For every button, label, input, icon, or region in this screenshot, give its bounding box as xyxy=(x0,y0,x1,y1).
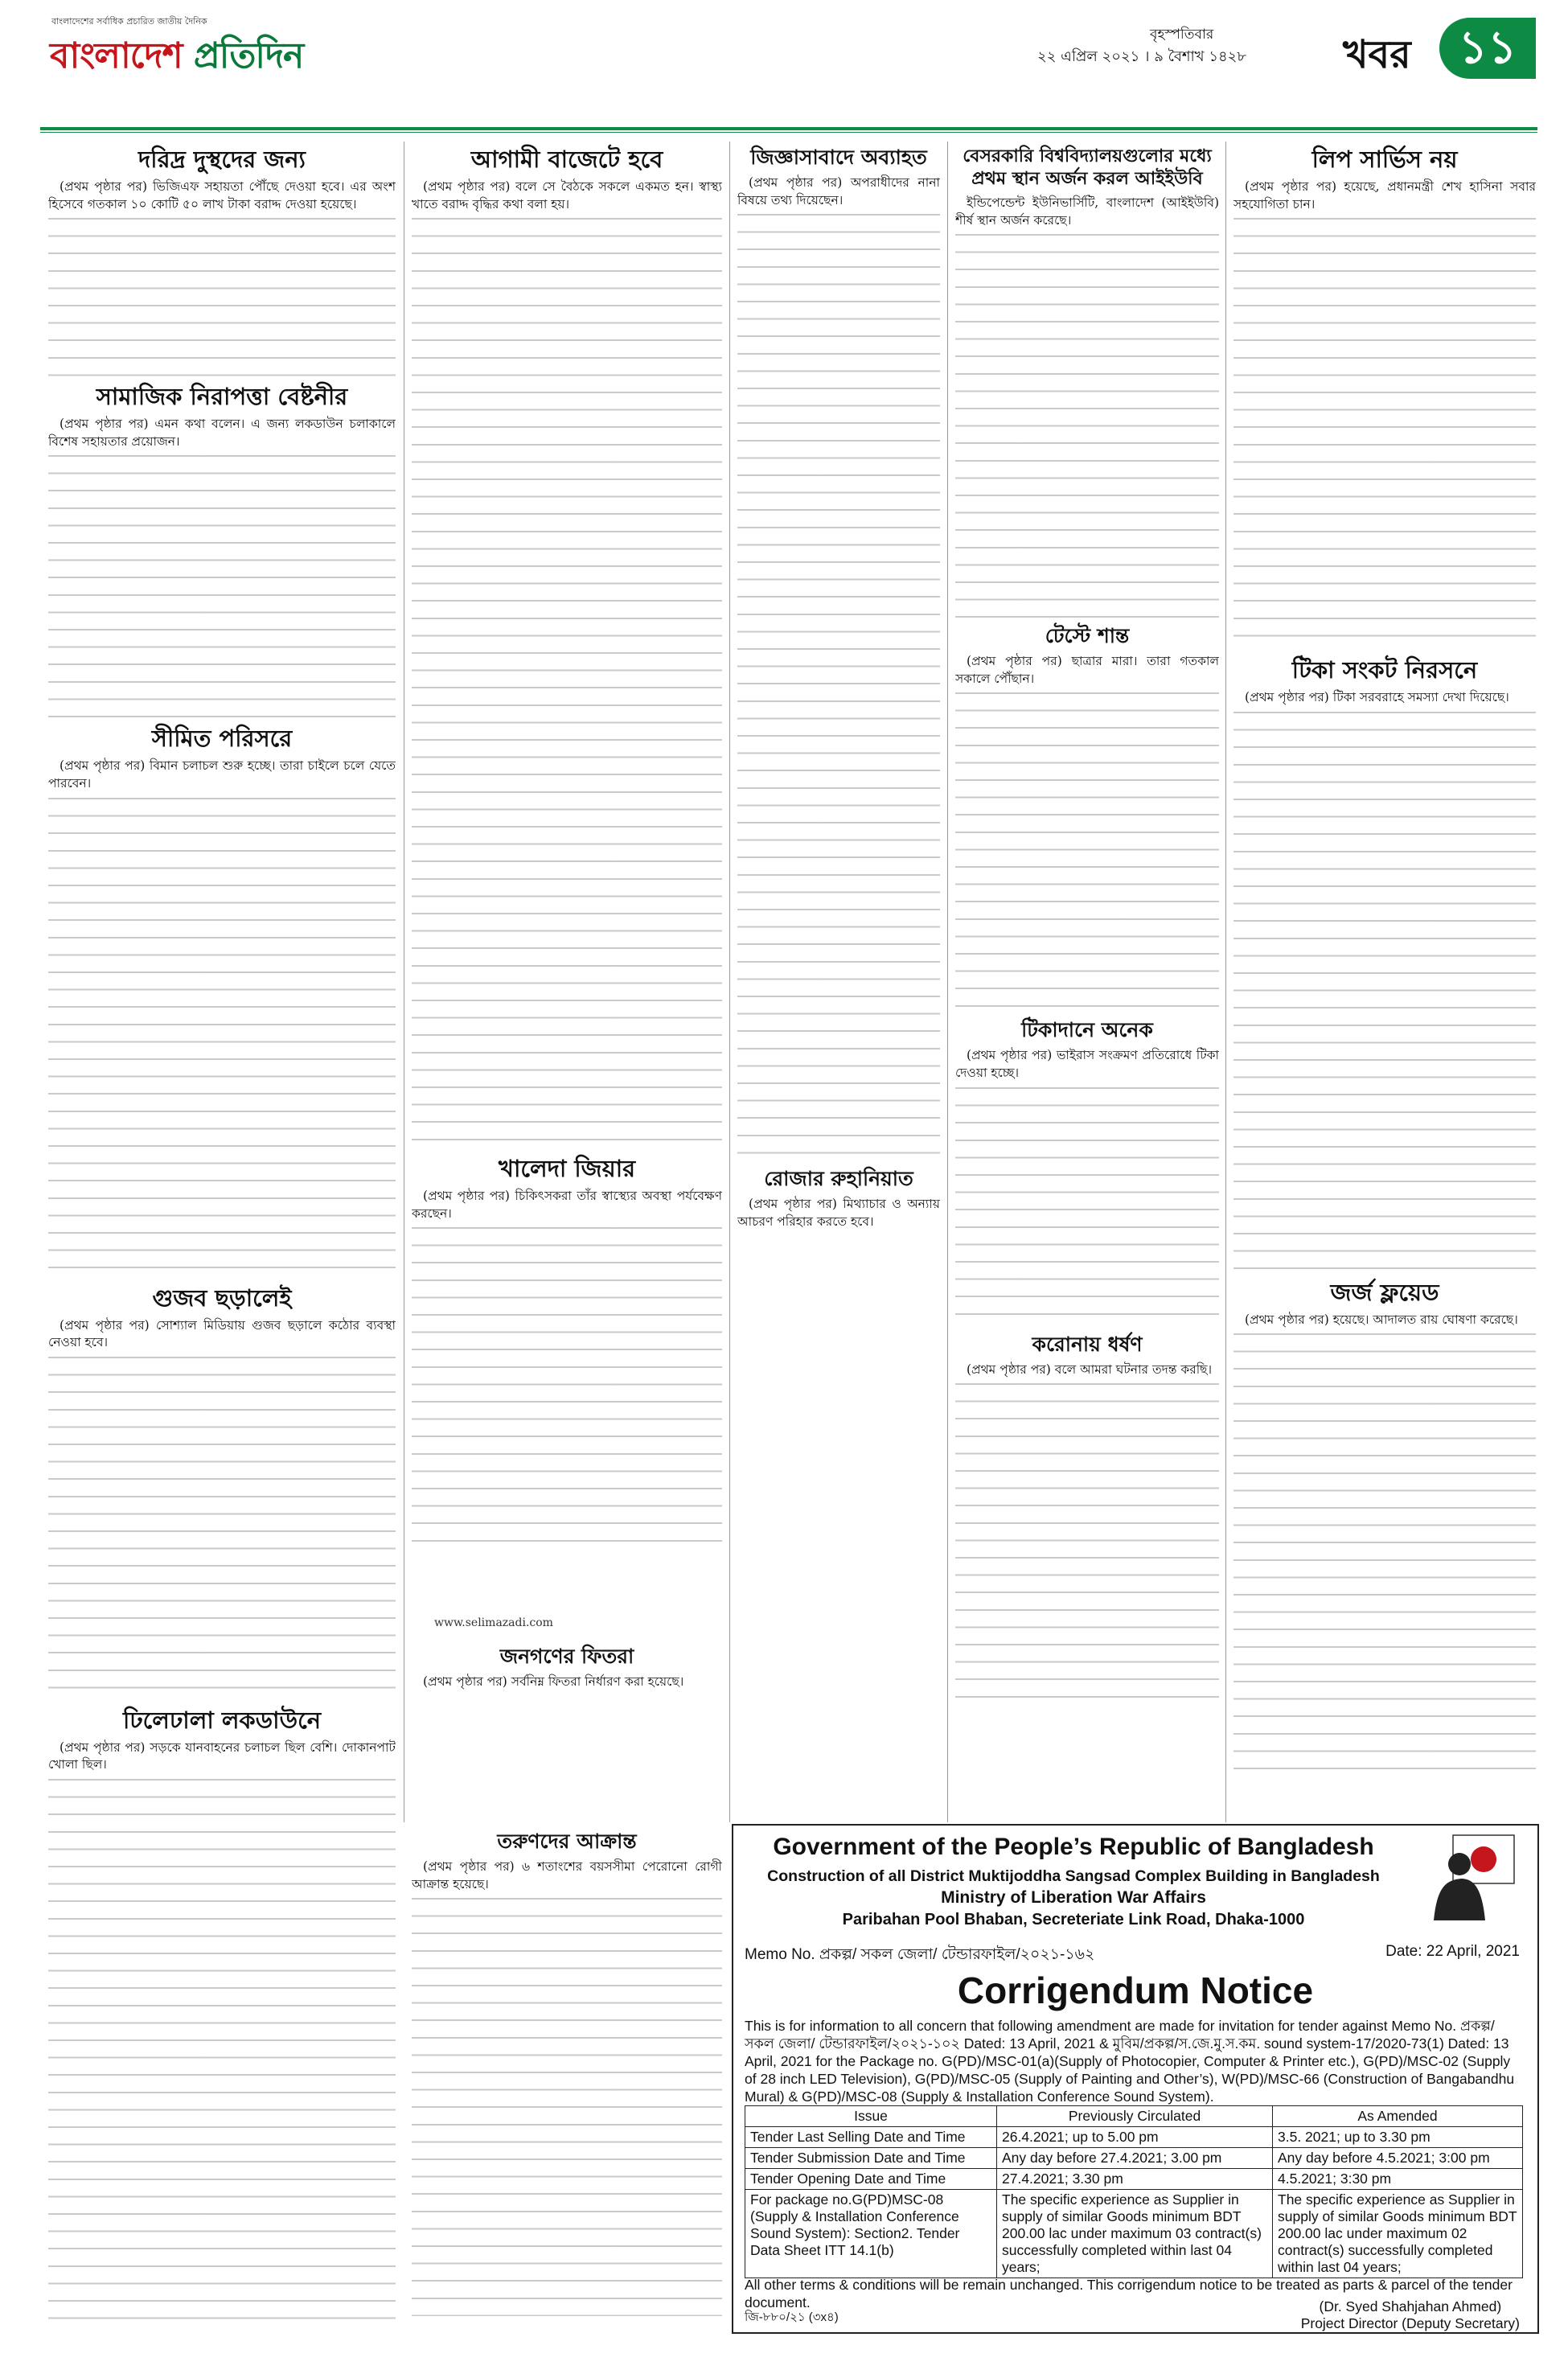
article-lead: (প্রথম পৃষ্ঠার পর) মিথ্যাচার ও অন্যায় আচরণ পরিহার করতে হবে। xyxy=(737,1197,940,1229)
page-number-badge: ১১ xyxy=(1439,18,1536,79)
column-4 xyxy=(955,142,1219,1798)
article-body-text xyxy=(412,218,722,1151)
article[interactable] xyxy=(955,145,1219,620)
article[interactable] xyxy=(48,145,396,379)
newspaper-logo[interactable] xyxy=(50,29,303,88)
column-3 xyxy=(737,142,940,1814)
article-headline[interactable]: রোজার রুহানিয়াত xyxy=(764,1167,913,1191)
article-lead: (প্রথম পৃষ্ঠার পর) ভিজিএফ সহায়তা পৌঁছে দেওয়া হবে। এর অংশ হিসেবে গতকাল ১০ কোটি ৫০ লাখ টাকা বরাদ্দ দেওয়া হয়েছে। xyxy=(48,179,396,212)
logo-tagline: বাংলাদেশের সর্বাধিক প্রচারিত জাতীয় দৈনিক xyxy=(51,16,207,27)
table-cell: Any day before 27.4.2021; 3.00 pm xyxy=(997,2148,1273,2169)
article-headline[interactable]: জর্জ ফ্লয়েড xyxy=(1330,1278,1439,1306)
article-lead: (প্রথম পৃষ্ঠার পর) এমন কথা বলেন। এ জন্য লকডাউন চলাকালে বিশেষ সহায়তার প্রয়োজন। xyxy=(48,417,396,449)
table-row xyxy=(745,2127,1523,2148)
article-youth[interactable] xyxy=(412,1826,722,2324)
website-credit[interactable]: www.selimazadi.com xyxy=(434,1616,553,1629)
article-body-text xyxy=(1233,218,1536,652)
article-body-text xyxy=(737,214,940,1163)
column-5 xyxy=(1233,142,1536,1798)
table-cell: Tender Submission Date and Time xyxy=(745,2148,997,2169)
article-body-text xyxy=(48,218,396,379)
table-cell: The specific experience as Supplier in supply of similar Goods minimum BDT 200.00 lac under maximum 02 contract(s) successfully completed within last 04 years; xyxy=(1273,2190,1523,2278)
article[interactable] xyxy=(48,1706,396,2329)
article-headline[interactable]: টেস্টে শান্ত xyxy=(1045,624,1130,648)
article[interactable] xyxy=(1233,145,1536,652)
ad-body: This is for information to all concern that following amendment are made for invitation for tender against Memo No. প্রকল্প/ সকল জেলা/ টেন্ডারফাইল/২০২১-১০২ Dated: 13 April, 2021 & মুবিম/প্রকল্প/স.জে.মু.স.কম. sound system-17/2020-73(1) Dated: 13 April, 2021 for the Package no. G(PD)/MSC-01(a)(Supply of Photocopier, Computer & Printer etc.), G(PD)/MSC-02 (Supply of 28 inch LED Television), G(PD)/MSC-05 (Supply of Painting and Other’s), W(PD)/MSC-66 (Construction of Bangabandhu Mural) & G(PD)/MSC-08 (Supply & Installation Conference Sound System). xyxy=(745,2018,1515,2105)
article-lead: (প্রথম পৃষ্ঠার পর) হয়েছে, প্রধানমন্ত্রী শেখ হাসিনা সবার সহযোগিতা চান। xyxy=(1233,179,1536,212)
ad-government: Government of the People’s Republic of Bangladesh xyxy=(773,1834,1374,1860)
table-header: Issue xyxy=(745,2106,997,2127)
article-body-text xyxy=(48,798,396,1280)
ad-signature xyxy=(1301,2298,1520,2332)
table-cell: 27.4.2021; 3.30 pm xyxy=(997,2169,1273,2190)
signer-title: Project Director (Deputy Secretary) xyxy=(1300,2315,1520,2331)
table-row xyxy=(745,2148,1523,2169)
article-lead: (প্রথম পৃষ্ঠার পর) হয়েছে। আদালত রায় ঘোষণা করেছে। xyxy=(1245,1312,1518,1327)
issue-date: ২২ এপ্রিল ২০২১ । ৯ বৈশাখ ১৪২৮ xyxy=(1037,48,1247,65)
article[interactable] xyxy=(955,623,1219,1014)
article-lead: (প্রথম পৃষ্ঠার পর) অপরাধীদের নানা বিষয়ে তথ্য দিয়েছেন। xyxy=(737,175,940,207)
article-lead: (প্রথম পৃষ্ঠার পর) টিকা সরবরাহে সমস্যা দেখা দিয়েছে। xyxy=(1245,690,1509,705)
article-lead: (প্রথম পৃষ্ঠার পর) সোশ্যাল মিডিয়ায় গুজব ছড়ালে কঠোর ব্যবস্থা নেওয়া হবে। xyxy=(48,1317,396,1350)
table-header: As Amended xyxy=(1273,2106,1523,2127)
ad-date: Date: 22 April, 2021 xyxy=(1385,1943,1520,1960)
article-headline[interactable]: করোনায় ধর্ষণ xyxy=(1032,1332,1143,1356)
ad-footer: All other terms & conditions will be remain unchanged. This corrigendum notice to be treated as parts & parcel of the tender document. xyxy=(745,2277,1513,2310)
masthead xyxy=(40,6,1536,87)
ad-address: Paribahan Pool Bhaban, Secreteriate Link Road, Dhaka-1000 xyxy=(842,1911,1305,1928)
article-body-text xyxy=(955,1087,1219,1329)
article[interactable] xyxy=(955,1017,1219,1328)
article[interactable] xyxy=(737,145,940,1163)
article[interactable] xyxy=(1233,1278,1536,1785)
article-lead: (প্রথম পৃষ্ঠার পর) ভাইরাস সংক্রমণ প্রতিরোধে টিকা দেওয়া হচ্ছে। xyxy=(955,1048,1219,1080)
article-headline[interactable]: তরুণদের আক্রান্ত xyxy=(497,1830,637,1853)
logo-part-2: প্রতিদিন xyxy=(193,35,304,76)
table-header: Previously Circulated xyxy=(997,2106,1273,2127)
ad-project: Construction of all District Muktijoddha Sangsad Complex Building in Bangladesh xyxy=(767,1867,1380,1885)
article-fitra[interactable] xyxy=(412,1641,722,1826)
article-lead: (প্রথম পৃষ্ঠার পর) ৬ শতাংশের বয়সসীমা পেরোনো রোগী আক্রান্ত হয়েছে। xyxy=(412,1859,722,1891)
table-cell: 4.5.2021; 3:30 pm xyxy=(1273,2169,1523,2190)
article-headline[interactable]: আগামী বাজেটে হবে xyxy=(470,146,663,173)
table-cell: Any day before 4.5.2021; 3:00 pm xyxy=(1273,2148,1523,2169)
table-cell: 26.4.2021; up to 5.00 pm xyxy=(997,2127,1273,2148)
article[interactable] xyxy=(737,1166,940,1230)
column-divider xyxy=(1225,142,1226,1822)
article[interactable] xyxy=(412,1154,722,1549)
article-lead: (প্রথম পৃষ্ঠার পর) চিকিৎসকরা তাঁর স্বাস্থ্যের অবস্থা পর্যবেক্ষণ করছেন। xyxy=(412,1189,722,1221)
table-cell: 3.5. 2021; up to 3.30 pm xyxy=(1273,2127,1523,2148)
column-divider xyxy=(729,142,730,1822)
table-row xyxy=(745,2190,1523,2278)
table-row xyxy=(745,2169,1523,2190)
article[interactable] xyxy=(48,724,396,1279)
issue-day: বৃহস্পতিবার xyxy=(1150,27,1214,43)
article[interactable] xyxy=(48,382,396,721)
amendment-table xyxy=(745,2105,1523,2278)
header-rule-thin xyxy=(40,132,1537,133)
article-lead: (প্রথম পৃষ্ঠার পর) বলে সে বৈঠকে সকলে একমত হন। স্বাস্থ্য খাতে বরাদ্দ বৃদ্ধির কথা বলা হয়। xyxy=(412,179,722,212)
ad-memo-number: Memo No. প্রকল্প/ সকল জেলা/ টেন্ডারফাইল/২০২১-১৬২ xyxy=(745,1946,1095,1963)
ad-ministry: Ministry of Liberation War Affairs xyxy=(941,1888,1206,1907)
article-headline[interactable]: লিপ সার্ভিস নয় xyxy=(1311,146,1458,173)
article-headline[interactable]: দরিদ্র দুস্থদের জন্য xyxy=(138,146,306,173)
government-emblem-icon xyxy=(1429,1832,1517,1922)
article-body-text xyxy=(48,455,396,721)
table-cell: Tender Last Selling Date and Time xyxy=(745,2127,997,2148)
logo-part-1: বাংলাদেশ xyxy=(50,35,194,76)
article[interactable] xyxy=(48,1284,396,1702)
article[interactable] xyxy=(955,1332,1219,1706)
article-body-text xyxy=(955,692,1219,1014)
article-lead: (প্রথম পৃষ্ঠার পর) সর্বনিম্ন ফিতরা নির্ধারণ করা হয়েছে। xyxy=(423,1674,684,1689)
article-body-text xyxy=(48,1357,396,1702)
column-1 xyxy=(48,142,396,2329)
section-name: খবর xyxy=(1343,32,1411,77)
article-body-text xyxy=(955,1383,1219,1705)
article-body-text xyxy=(955,234,1219,620)
article-lead: (প্রথম পৃষ্ঠার পর) বিমান চলাচল শুরু হচ্ছে। তারা চাইলে চলে যেতে পারবেন। xyxy=(48,758,396,791)
article[interactable] xyxy=(412,145,722,1151)
article-body-text xyxy=(1233,1333,1536,1784)
table-cell: The specific experience as Supplier in supply of similar Goods minimum BDT 200.00 lac under maximum 03 contract(s) successfully completed within last 04 years; xyxy=(997,2190,1273,2278)
table-cell: For package no.G(PD)MSC-08 (Supply & Installation Conference Sound System): Section2. Tender Data Sheet ITT 14.1(b) xyxy=(745,2190,997,2278)
article-headline[interactable]: টিকা সংকট নিরসনে xyxy=(1291,656,1478,684)
article-headline[interactable]: গুজব ছড়ালেই xyxy=(152,1284,292,1312)
article-headline[interactable]: টিকাদানে অনেক xyxy=(1021,1018,1153,1042)
table-cell: Tender Opening Date and Time xyxy=(745,2169,997,2190)
ad-title: Corrigendum Notice xyxy=(957,1969,1314,2011)
article-headline[interactable]: খালেদা জিয়ার xyxy=(498,1155,636,1183)
article-headline[interactable]: জিজ্ঞাসাবাদে অব্যাহত xyxy=(750,146,927,169)
article-headline[interactable]: বেসরকারি বিশ্ববিদ্যালয়গুলোর মধ্যে প্রথম স্থান অর্জন করল আইইউবি xyxy=(963,146,1212,189)
corrigendum-advertisement[interactable] xyxy=(732,1824,1539,2334)
article-lead: ইন্ডিপেন্ডেন্ট ইউনিভার্সিটি, বাংলাদেশ (আইইউবি) শীর্ষ স্থান অর্জন করেছে। xyxy=(955,195,1219,228)
article-headline[interactable]: ঢিলেঢালা লকডাউনে xyxy=(122,1706,322,1734)
article-headline[interactable]: সামাজিক নিরাপত্তা বেষ্টনীর xyxy=(96,383,348,411)
article-lead: (প্রথম পৃষ্ঠার পর) ছাত্রার মারা। তারা গতকাল সকালে পৌঁছান। xyxy=(955,654,1219,686)
article-body-text xyxy=(48,1779,396,2329)
article-body-text xyxy=(412,1227,722,1549)
header-rule xyxy=(40,127,1537,130)
article-headline[interactable]: জনগণের ফিতরা xyxy=(499,1645,634,1668)
article-body-text xyxy=(412,1898,722,2316)
article-lead: (প্রথম পৃষ্ঠার পর) বলে আমরা ঘটনার তদন্ত করছি। xyxy=(967,1362,1213,1377)
column-divider xyxy=(947,142,948,1822)
article[interactable] xyxy=(1233,655,1536,1275)
signer-name: (Dr. Syed Shahjahan Ahmed) xyxy=(1319,2298,1502,2314)
ad-code: জি-৮৮০/২১ (৩x৪) xyxy=(745,2310,839,2324)
article-body-text xyxy=(1233,712,1536,1275)
article-headline[interactable]: সীমিত পরিসরে xyxy=(151,725,293,753)
article-lead: (প্রথম পৃষ্ঠার পর) সড়কে যানবাহনের চলাচল ছিল বেশি। দোকানপাট খোলা ছিল। xyxy=(48,1739,396,1772)
